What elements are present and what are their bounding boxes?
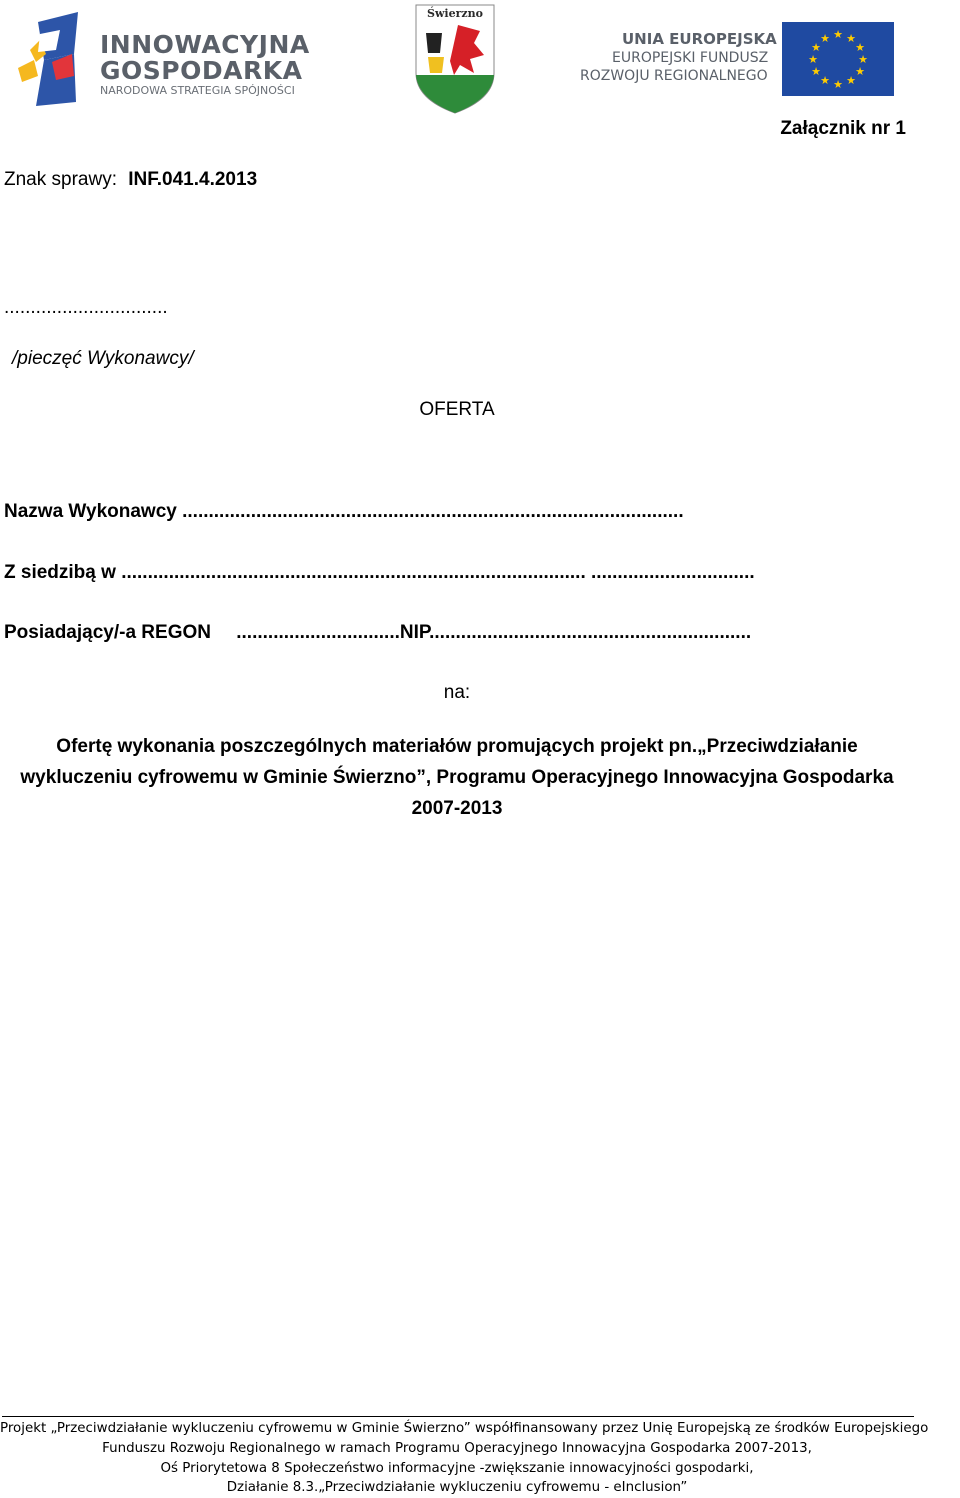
footer-divider xyxy=(2,1416,914,1417)
document-title: OFERTA xyxy=(419,399,495,420)
svg-text:★: ★ xyxy=(820,32,830,45)
eu-logo-line2: EUROPEJSKI FUNDUSZ xyxy=(612,50,769,66)
attachment-label: Załącznik nr 1 xyxy=(780,118,906,139)
footer-line-2: Funduszu Rozwoju Regionalnego w ramach Programu Operacyjnego Innowacyjna Gospodarka 2007-2013, xyxy=(102,1441,812,1456)
eu-logo-line3: ROZWOJU REGIONALNEGO xyxy=(580,68,768,84)
case-number-label: Znak sprawy: xyxy=(4,169,117,190)
contractor-name-field: Nazwa Wykonawcy ............................................................................................... xyxy=(4,501,684,522)
ig-logo-line2: GOSPODARKA xyxy=(100,56,303,85)
svg-text:★: ★ xyxy=(811,41,821,54)
stamp-dots: ............................... xyxy=(4,297,168,318)
svg-text:★: ★ xyxy=(846,32,856,45)
regon-nip-field: ...............................NIP............................................................. xyxy=(236,622,752,643)
svg-text:★: ★ xyxy=(833,78,843,91)
regon-label: Posiadający/-a REGON xyxy=(4,622,211,643)
svg-text:★: ★ xyxy=(855,41,865,54)
offer-line-3: 2007-2013 xyxy=(411,798,503,819)
svg-text:★: ★ xyxy=(811,65,821,78)
ig-logo-line1: INNOWACYJNA xyxy=(100,30,310,59)
na-label: na: xyxy=(443,682,471,703)
swierzno-coat-of-arms xyxy=(414,3,496,115)
svg-text:★: ★ xyxy=(820,74,830,87)
town-name: Świerzno xyxy=(427,7,483,20)
contractor-seat-field: Z siedzibą w ........................................................................................ ............................... xyxy=(4,562,755,583)
svg-text:★: ★ xyxy=(808,53,818,66)
footer-line-3: Oś Priorytetowa 8 Społeczeństwo informacyjne -zwiększanie innowacyjności gospodarki, xyxy=(160,1461,754,1476)
svg-text:★: ★ xyxy=(858,53,868,66)
svg-text:★: ★ xyxy=(846,74,856,87)
eu-flag-icon xyxy=(782,22,894,96)
footer-line-1: Projekt „Przeciwdziałanie wykluczeniu cyfrowemu w Gminie Świerzno” współfinansowany przez Unię Europejską ze środków Europejskiego xyxy=(0,1421,929,1436)
eu-logo-line1: UNIA EUROPEJSKA xyxy=(622,30,777,48)
footer-line-4: Działanie 8.3.„Przeciwdziałanie wykluczeniu cyfrowemu - eInclusion” xyxy=(226,1480,688,1495)
eu-erdf-logo xyxy=(578,20,898,100)
regon-nip-row xyxy=(4,621,751,645)
offer-line-1: Ofertę wykonania poszczególnych materiałów promujących projekt pn.„Przeciwdziałanie xyxy=(56,736,858,757)
svg-text:★: ★ xyxy=(833,28,843,41)
innowacyjna-gospodarka-logo xyxy=(16,10,316,110)
ig-logo-line3: NARODOWA STRATEGIA SPÓJNOŚCI xyxy=(100,84,295,97)
offer-line-2: wykluczeniu cyfrowemu w Gminie Świerzno”, Programu Operacyjnego Innowacyjna Gospodarka xyxy=(20,767,894,788)
case-number-row xyxy=(4,168,257,192)
ig-emblem-icon xyxy=(16,10,96,110)
offer-description xyxy=(0,731,914,824)
svg-text:★: ★ xyxy=(855,65,865,78)
stamp-label: /pieczęć Wykonawcy/ xyxy=(12,348,194,369)
case-number-value: INF.041.4.2013 xyxy=(128,169,258,190)
